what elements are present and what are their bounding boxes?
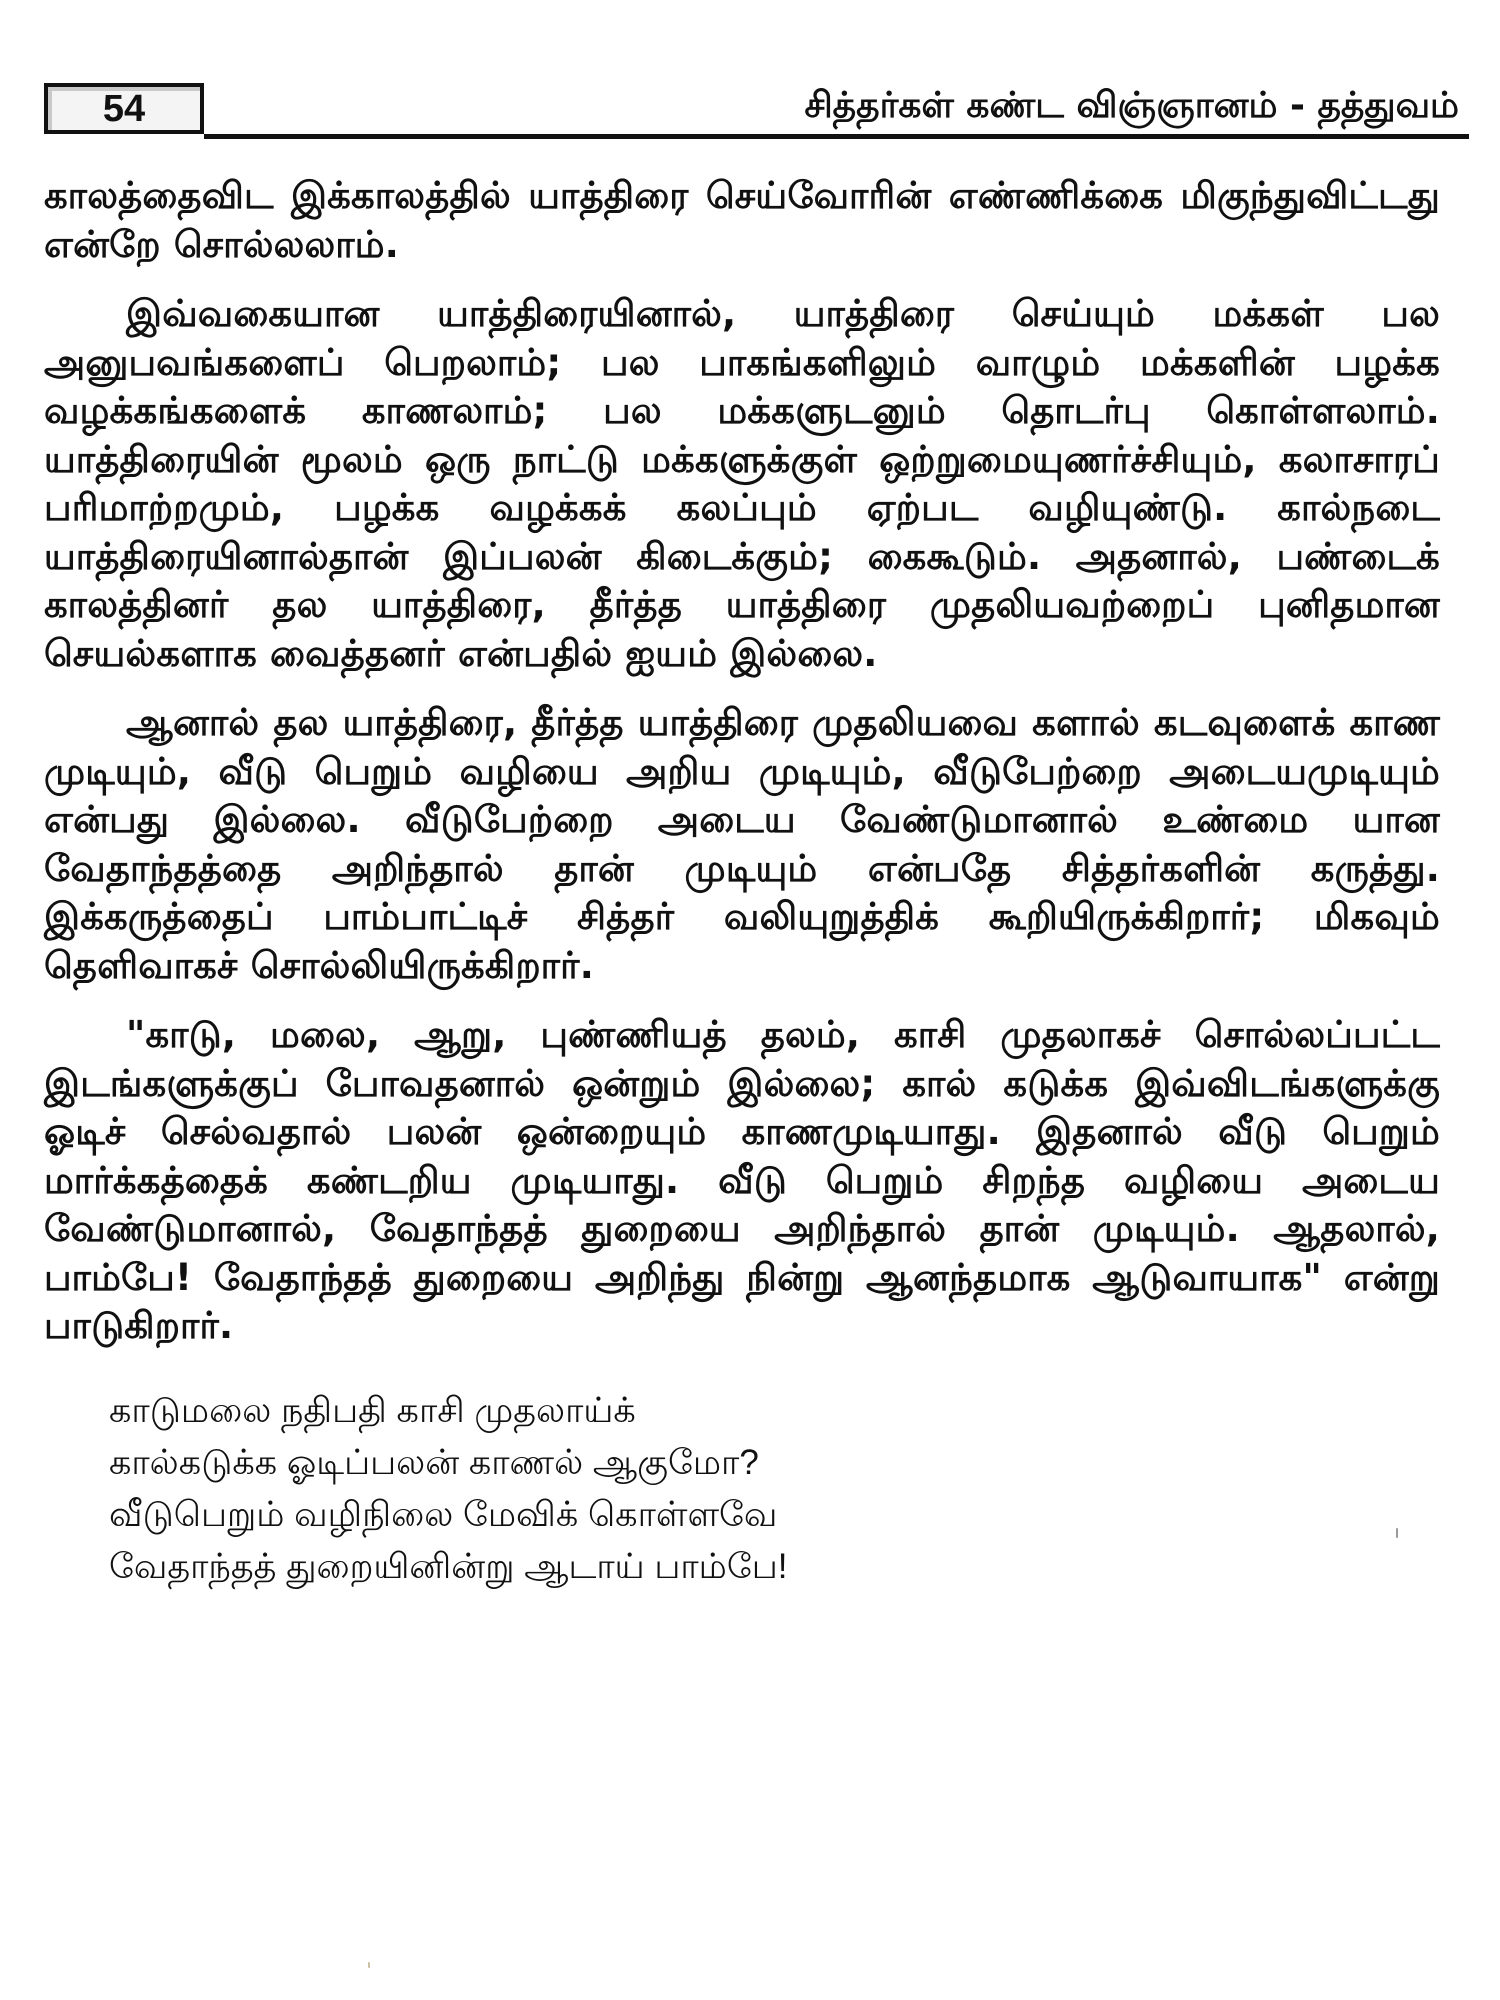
verse-line-1: காடுமலை நதிபதி காசி முதலாய்க் (109, 1390, 636, 1430)
verse-block (109, 1385, 1440, 1593)
verse-line-2: கால்கடுக்க ஓடிப்பலன் காணல் ஆகுமோ? (109, 1442, 759, 1482)
print-speck (1396, 1528, 1398, 1538)
page-body (44, 172, 1440, 1593)
page-number: 54 (102, 88, 146, 130)
paragraph-3: ஆனால் தல யாத்திரை, தீர்த்த யாத்திரை முதலியவை களால் கடவுளைக் காண முடியும், வீடு பெறும் வழியை அறிய முடியும், வீடுபேற்றை அடையமுடியும் என்பது இல்லை. வீடுபேற்றை அடைய வேண்டுமானால் உண்மை யான வேதாந்தத்தை அறிந்தால் தான் முடியும் என்பதே சித்தர்களின் கருத்து. இக்கருத்தைப் பாம்பாட்டிச் சித்தர் வலியுறுத்திக் கூறியிருக்கிறார்; மிகவும் தெளிவாகச் சொல்லியிருக்கிறார். (44, 701, 1440, 987)
paragraph-2: இவ்வகையான யாத்திரையினால், யாத்திரை செய்யும் மக்கள் பல அனுபவங்களைப் பெறலாம்; பல பாகங்களிலும் வாழும் மக்களின் பழக்க வழக்கங்களைக் காணலாம்; பல மக்களுடனும் தொடர்பு கொள்ளலாம். யாத்திரையின் மூலம் ஒரு நாட்டு மக்களுக்குள் ஒற்றுமையுணர்ச்சியும், கலாசாரப் பரிமாற்றமும், பழக்க வழக்கக் கலப்பும் ஏற்பட வழியுண்டு. கால்நடை யாத்திரையினால்தான் இப்பலன் கிடைக்கும்; கைகூடும். அதனால், பண்டைக் காலத்தினர் தல யாத்திரை, தீர்த்த யாத்திரை முதலியவற்றைப் புனிதமான செயல்களாக வைத்தனர் என்பதில் ஐயம் இல்லை. (44, 292, 1440, 675)
paragraph-4: "காடு, மலை, ஆறு, புண்ணியத் தலம், காசி முதலாகச் சொல்லப்பட்ட இடங்களுக்குப் போவதனால் ஒன்றும் இல்லை; கால் கடுக்க இவ்விடங்களுக்கு ஓடிச் செல்வதால் பலன் ஒன்றையும் காணமுடியாது. இதனால் வீடு பெறும் மார்க்கத்தைக் கண்டறிய முடியாது. வீடு பெறும் சிறந்த வழியை அடைய வேண்டுமானால், வேதாந்தத் துறையை அறிந்தால் தான் முடியும். ஆதலால், பாம்பே! வேதாந்தத் துறையை அறிந்து நின்று ஆனந்தமாக ஆடுவாயாக" என்று பாடுகிறார். (44, 1013, 1440, 1347)
running-title: சித்தர்கள் கண்ட விஞ்ஞானம் - தத்துவம் (804, 85, 1459, 126)
page-number-box (44, 83, 204, 134)
page-header (44, 78, 1464, 142)
header-rule (204, 134, 1469, 139)
verse-line-3: வீடுபெறும் வழிநிலை மேவிக் கொள்ளவே (109, 1494, 778, 1534)
verse-line-4: வேதாந்தத் துறையினின்று ஆடாய் பாம்பே! (109, 1546, 788, 1586)
print-speck (368, 1962, 370, 1968)
paragraph-1: காலத்தைவிட இக்காலத்தில் யாத்திரை செய்வோரின் எண்ணிக்கை மிகுந்துவிட்டது என்றே சொல்லலாம். (44, 174, 1440, 266)
